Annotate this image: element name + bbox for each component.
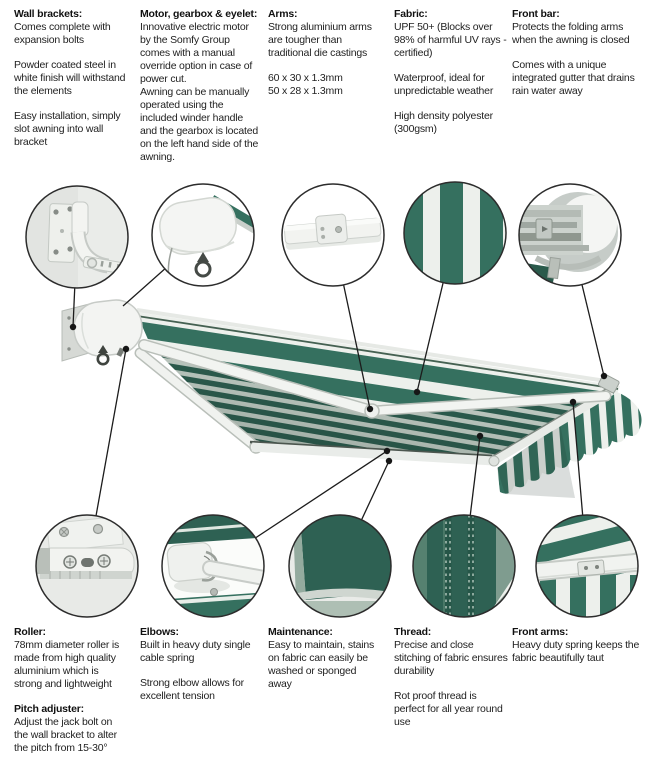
- callout-circle-wall-bracket: [26, 186, 128, 288]
- label-thread: [394, 626, 508, 729]
- label-front-bar: [512, 8, 650, 98]
- label-heading: Elbows:: [140, 626, 179, 638]
- callout-circle-maintenance: [289, 515, 391, 617]
- label-heading: Thread:: [394, 626, 432, 638]
- callout-dot-maintenance: [386, 458, 392, 464]
- label-wall-brackets: [14, 8, 126, 149]
- label-text: Built in heavy duty single cable spring: [140, 639, 251, 664]
- label-heading: Front arms:: [512, 626, 569, 638]
- label-elbows: [140, 626, 262, 703]
- label-arms: [268, 8, 378, 98]
- label-heading: Motor, gearbox & eyelet:: [140, 8, 258, 20]
- label-text: UPF 50+ (Blocks over 98% of harmful UV rays - certified): [394, 21, 507, 59]
- label-text: 60 x 30 x 1.3mm: [268, 72, 343, 84]
- label-text: Waterproof, ideal for unpredictable weather: [394, 72, 494, 97]
- callout-circle-elbows: [161, 511, 265, 621]
- callout-circle-thread: [413, 515, 515, 617]
- label-heading: Arms:: [268, 8, 298, 20]
- label-heading: Front bar:: [512, 8, 560, 20]
- callout-dot-front-bar: [601, 373, 607, 379]
- label-text: Awning can be manually operated using the included winder handle and the gearbox is located on the left hand side of the awning.: [140, 86, 259, 163]
- callout-dot-arms: [367, 406, 373, 412]
- callout-dot-thread: [477, 433, 483, 439]
- label-heading: Maintenance:: [268, 626, 333, 638]
- label-front-arms: [512, 626, 650, 665]
- label-heading: Fabric:: [394, 8, 428, 20]
- callout-circle-motor-eyelet: [152, 184, 256, 286]
- label-text: Heavy duty spring keeps the fabric beautifully taut: [512, 639, 640, 664]
- awning-illustration: [62, 297, 642, 498]
- callout-circle-front-arms: [534, 515, 640, 617]
- label-text: Innovative electric motor by the Somfy Group comes with a manual override option in case of power cut.: [140, 21, 253, 85]
- callout-dot-roller: [123, 346, 129, 352]
- label-fabric: [394, 8, 508, 136]
- label-roller-pitch-adjuster: [14, 626, 126, 755]
- callout-dot-wall-brackets: [70, 324, 76, 330]
- callout-circle-roller: [36, 515, 138, 617]
- label-text: High density polyester (300gsm): [394, 110, 493, 135]
- label-text: Rot proof thread is perfect for all year round use: [394, 690, 503, 728]
- callout-circle-arms: [282, 184, 384, 286]
- callout-dot-front-arms: [570, 399, 576, 405]
- label-text: 78mm diameter roller is made from high quality aluminium which is strong and lightweight: [14, 639, 120, 690]
- label-text: Comes with a unique integrated gutter that drains rain water away: [512, 59, 635, 97]
- callout-circle-fabric: [404, 182, 506, 284]
- callout-circle-front-bar: [519, 184, 622, 287]
- label-text: Strong aluminium arms are tougher than traditional die castings: [268, 21, 372, 59]
- callout-dot-elbows: [384, 448, 390, 454]
- label-text: Powder coated steel in white finish will withstand the elements: [14, 59, 126, 97]
- label-text: 50 x 28 x 1.3mm: [268, 85, 343, 97]
- label-heading: Wall brackets:: [14, 8, 83, 20]
- label-maintenance: [268, 626, 378, 691]
- label-text: Strong elbow allows for excellent tension: [140, 677, 244, 702]
- label-text: Comes complete with expansion bolts: [14, 21, 111, 46]
- label-text: Precise and close stitching of fabric ensures durability: [394, 639, 508, 677]
- callout-dot-fabric: [414, 389, 420, 395]
- label-text: Easy installation, simply slot awning into wall bracket: [14, 110, 121, 148]
- label-motor-gearbox-eyelet: [140, 8, 262, 164]
- label-text: Easy to maintain, stains on fabric can easily be washed or sponged away: [268, 639, 375, 690]
- label-heading: Roller:: [14, 626, 46, 638]
- label-heading: Pitch adjuster:: [14, 703, 84, 715]
- label-text: Protects the folding arms when the awning is closed: [512, 21, 630, 46]
- label-text: Adjust the jack bolt on the wall bracket to alter the pitch from 15-30°: [14, 716, 117, 754]
